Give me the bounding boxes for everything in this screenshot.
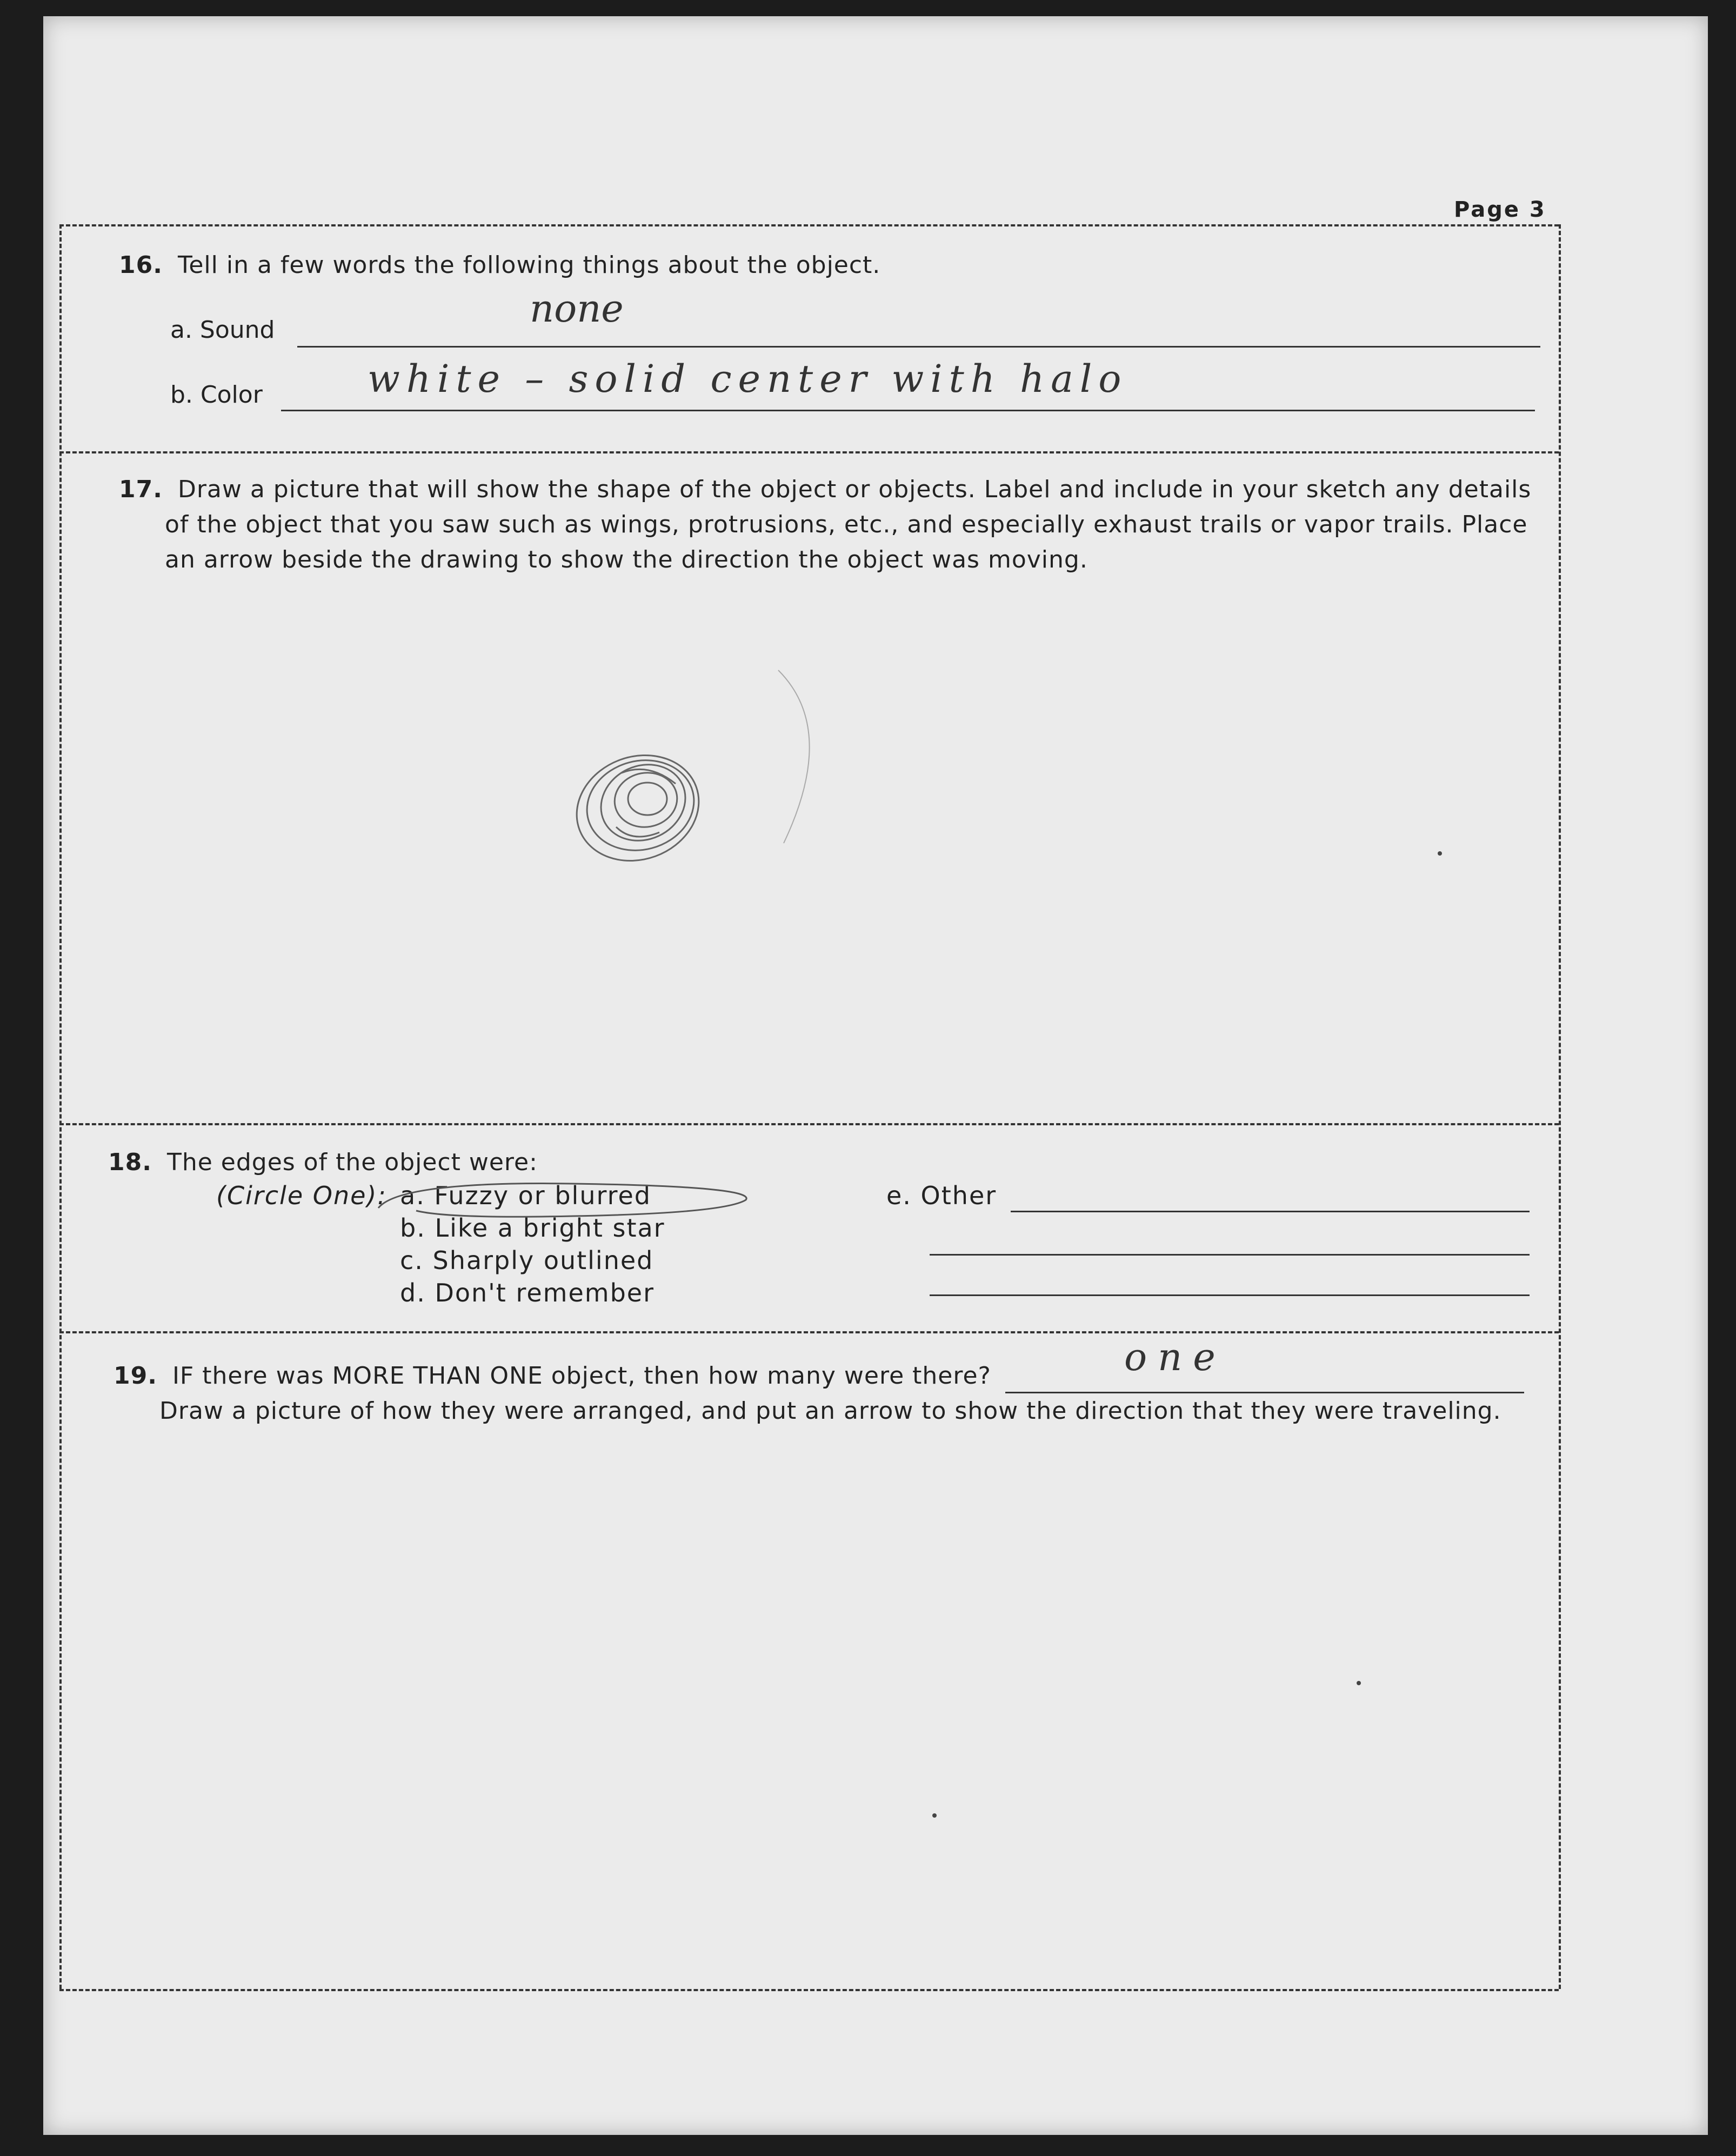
q19-answer[interactable]: one	[1124, 1335, 1226, 1379]
q18-option-c[interactable]: c. Sharply outlined	[400, 1246, 654, 1275]
q16-color-answer[interactable]: white – solid center with halo	[368, 357, 1128, 401]
object-sketch	[557, 665, 838, 892]
speck	[932, 1813, 937, 1818]
q16-prompt	[119, 249, 880, 282]
q16-color-line	[281, 410, 1535, 411]
section-divider-top	[59, 224, 1559, 226]
q19-number: 19.	[113, 1362, 157, 1390]
q19-line2-row	[159, 1394, 1501, 1428]
section-divider-16-17	[59, 451, 1559, 453]
q16-color-label: b. Color	[170, 381, 263, 409]
section-divider-18-19	[59, 1331, 1559, 1333]
q18-text: The edges of the object were:	[166, 1149, 538, 1176]
q17-line3-row	[165, 543, 1088, 577]
q16-sound-label: a. Sound	[170, 316, 275, 344]
q19-prompt	[113, 1359, 991, 1393]
q19-line1: IF there was MORE THAN ONE object, then how many were there?	[172, 1362, 991, 1390]
q16-sound-line	[297, 346, 1540, 348]
speck	[1357, 1681, 1361, 1685]
q17-line3: an arrow beside the drawing to show the direction the object was moving.	[165, 546, 1088, 573]
q17-line2: of the object that you saw such as wings, protrusions, etc., and especially exhaust trails or vapor trails. Place	[165, 511, 1528, 538]
q19-line2: Draw a picture of how they were arranged, and put an arrow to show the direction that they were traveling.	[159, 1397, 1501, 1425]
q18-other-label: e. Other	[886, 1181, 997, 1210]
q17-number: 17.	[119, 476, 163, 503]
form-page	[43, 16, 1708, 2135]
section-divider-17-18	[59, 1123, 1559, 1125]
q16-number: 16.	[119, 251, 163, 279]
q18-instruction: (Circle One):	[216, 1181, 387, 1210]
q16-sound-answer[interactable]: none	[530, 286, 624, 331]
q17-line1: Draw a picture that will show the shape of the object or objects. Label and include in your sketch any details	[177, 476, 1532, 503]
q18-selection-circle	[368, 1170, 778, 1240]
q18-option-b[interactable]: b. Like a bright star	[400, 1213, 665, 1243]
q17-line2-row	[165, 508, 1527, 542]
speck	[1438, 851, 1442, 856]
q18-option-a[interactable]: a. Fuzzy or blurred	[400, 1181, 651, 1210]
q18-option-d[interactable]: d. Don't remember	[400, 1278, 655, 1307]
q17-prompt	[119, 473, 1531, 506]
q18-other-line-1	[1011, 1211, 1530, 1212]
q18-number: 18.	[108, 1149, 152, 1176]
q16-text: Tell in a few words the following things about the object.	[177, 251, 881, 279]
q18-other-line-3	[930, 1294, 1530, 1296]
section-divider-bottom	[59, 1989, 1559, 1991]
page-number: Page 3	[1454, 197, 1546, 222]
q18-other-line-2	[930, 1254, 1530, 1256]
q19-count-line	[1005, 1392, 1524, 1393]
